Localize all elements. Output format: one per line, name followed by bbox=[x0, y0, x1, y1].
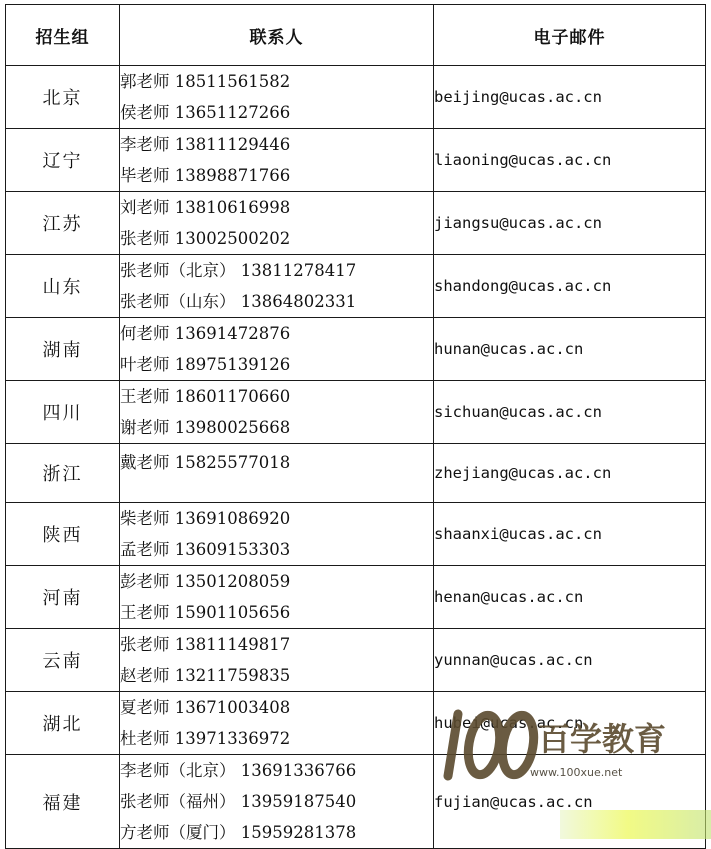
contacts-cell bbox=[120, 692, 434, 755]
contact-person: 谢老师 13980025668 bbox=[120, 418, 291, 437]
contact-person: 戴老师 15825577018 bbox=[120, 453, 291, 472]
contacts-cell bbox=[120, 318, 434, 381]
email-cell: jiangsu@ucas.ac.cn bbox=[434, 192, 706, 255]
region-cell: 湖南 bbox=[6, 318, 120, 381]
email-cell: yunnan@ucas.ac.cn bbox=[434, 629, 706, 692]
contact-person: 方老师（厦门） 15959281378 bbox=[120, 823, 357, 842]
contact-person: 叶老师 18975139126 bbox=[120, 355, 291, 374]
header-email: 电子邮件 bbox=[434, 5, 706, 66]
contacts-cell bbox=[120, 444, 434, 503]
region-cell: 湖北 bbox=[6, 692, 120, 755]
header-region: 招生组 bbox=[6, 5, 120, 66]
table-body bbox=[6, 66, 706, 849]
contact-person: 张老师（北京） 13811278417 bbox=[120, 261, 357, 280]
contacts-cell bbox=[120, 192, 434, 255]
contacts-cell bbox=[120, 503, 434, 566]
contact-person: 夏老师 13671003408 bbox=[120, 698, 291, 717]
email-cell: shaanxi@ucas.ac.cn bbox=[434, 503, 706, 566]
contact-person: 杜老师 13971336972 bbox=[120, 729, 291, 748]
email-cell: beijing@ucas.ac.cn bbox=[434, 66, 706, 129]
table-row bbox=[6, 692, 706, 755]
contacts-cell bbox=[120, 129, 434, 192]
email-cell: shandong@ucas.ac.cn bbox=[434, 255, 706, 318]
contact-person: 张老师 13811149817 bbox=[120, 635, 291, 654]
contact-person: 张老师 13002500202 bbox=[120, 229, 291, 248]
table-header-row bbox=[6, 5, 706, 66]
table-row bbox=[6, 566, 706, 629]
email-cell: liaoning@ucas.ac.cn bbox=[434, 129, 706, 192]
email-cell: fujian@ucas.ac.cn bbox=[434, 755, 706, 849]
email-cell: hunan@ucas.ac.cn bbox=[434, 318, 706, 381]
contact-person: 孟老师 13609153303 bbox=[120, 540, 291, 559]
region-cell: 福建 bbox=[6, 755, 120, 849]
contact-person: 赵老师 13211759835 bbox=[120, 666, 291, 685]
contacts-cell bbox=[120, 255, 434, 318]
contact-person: 彭老师 13501208059 bbox=[120, 572, 291, 591]
contacts-cell bbox=[120, 66, 434, 129]
table-row bbox=[6, 318, 706, 381]
email-cell: henan@ucas.ac.cn bbox=[434, 566, 706, 629]
contact-person: 张老师（福州） 13959187540 bbox=[120, 792, 357, 811]
header-contact: 联系人 bbox=[120, 5, 434, 66]
region-cell: 河南 bbox=[6, 566, 120, 629]
region-cell: 山东 bbox=[6, 255, 120, 318]
contacts-cell bbox=[120, 566, 434, 629]
recruitment-contacts-table bbox=[5, 4, 706, 849]
table-row bbox=[6, 381, 706, 444]
region-cell: 云南 bbox=[6, 629, 120, 692]
email-cell: hubei@ucas.ac.cn bbox=[434, 692, 706, 755]
watermark-logo-text: 百学教育 bbox=[538, 720, 667, 758]
contact-person: 侯老师 13651127266 bbox=[120, 103, 291, 122]
contacts-cell bbox=[120, 381, 434, 444]
contacts-cell bbox=[120, 629, 434, 692]
contact-person: 刘老师 13810616998 bbox=[120, 198, 291, 217]
table-row bbox=[6, 444, 706, 503]
contact-person: 郭老师 18511561582 bbox=[120, 72, 291, 91]
contact-person: 李老师（北京） 13691336766 bbox=[120, 761, 357, 780]
contact-person: 何老师 13691472876 bbox=[120, 324, 291, 343]
table-row bbox=[6, 192, 706, 255]
email-cell: sichuan@ucas.ac.cn bbox=[434, 381, 706, 444]
table-row bbox=[6, 503, 706, 566]
contact-person: 柴老师 13691086920 bbox=[120, 509, 291, 528]
contacts-cell bbox=[120, 755, 434, 849]
contact-person: 毕老师 13898871766 bbox=[120, 166, 291, 185]
region-cell: 浙江 bbox=[6, 444, 120, 503]
region-cell: 辽宁 bbox=[6, 129, 120, 192]
table-row bbox=[6, 66, 706, 129]
contact-person: 王老师 18601170660 bbox=[120, 387, 291, 406]
region-cell: 江苏 bbox=[6, 192, 120, 255]
email-cell: zhejiang@ucas.ac.cn bbox=[434, 444, 706, 503]
table-row bbox=[6, 629, 706, 692]
region-cell: 北京 bbox=[6, 66, 120, 129]
region-cell: 四川 bbox=[6, 381, 120, 444]
watermark-domain: www.100xue.net bbox=[530, 766, 623, 779]
region-cell: 陕西 bbox=[6, 503, 120, 566]
table-row bbox=[6, 255, 706, 318]
contact-person: 张老师（山东） 13864802331 bbox=[120, 292, 357, 311]
table-row bbox=[6, 129, 706, 192]
contact-person: 王老师 15901105656 bbox=[120, 603, 291, 622]
contact-person: 李老师 13811129446 bbox=[120, 135, 291, 154]
